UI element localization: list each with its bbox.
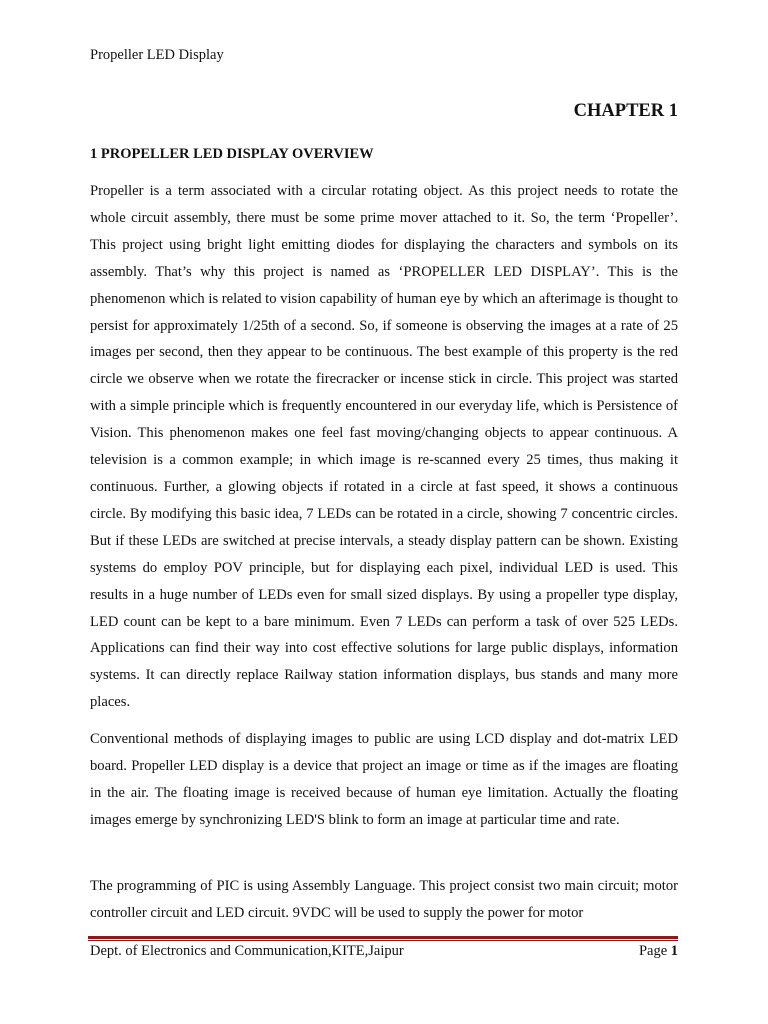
footer-page-label: Page: [638, 943, 668, 959]
body-paragraph-3: The programming of PIC is using Assembly Language. This project consist two main circuit; motor controller circuit and LED circuit. 9VDC will be used to supply the power for motor: [90, 878, 678, 921]
chapter-title: CHAPTER 1: [573, 101, 678, 121]
footer-page: [639, 941, 678, 961]
running-header: Propeller LED Display: [90, 47, 224, 63]
footer-page-number: 1: [670, 943, 678, 959]
body-paragraph-2: Conventional methods of displaying images to public are using LCD display and dot-matrix LED board. Propeller LED display is a device that project an image or time as if the images are floating in the air. The floating image is received because of human eye limitation. Actually the floating images emerge by synchronizing LED'S blink to form an image at particular time and rate.: [90, 731, 678, 828]
footer-department: Dept. of Electronics and Communication,KITE,Jaipur: [90, 943, 404, 959]
body-paragraph-1: Propeller is a term associated with a circular rotating object. As this project needs to rotate the whole circuit assembly, there must be some prime mover attached to it. So, the term ‘Propeller’. This project using bright light emitting diodes for displaying the characters and symbols on its assembly. That’s why this project is named as ‘PROPELLER LED DISPLAY’. This is the phenomenon which is related to vision capability of human eye by which an afterimage is thought to persist for approximately 1/25th of a second. So, if someone is observing the images at a rate of 25 images per second, then they appear to be continuous. The best example of this property is the red circle we observe when we rotate the firecracker or incense stick in circle. This project was started with a simple principle which is frequently encountered in our everyday life, which is Persistence of Vision. This phenomenon makes one feel fast moving/changing objects to appear continuous. A television is a common example; in which image is re-scanned every 25 times, thus making it continuous. Further, a glowing objects if rotated in a circle at fast speed, it shows a continuous circle. By modifying this basic idea, 7 LEDs can be rotated in a circle, showing 7 concentric circles. But if these LEDs are switched at precise intervals, a steady display pattern can be shown. Existing systems do employ POV principle, but for displaying each pixel, individual LED is used. This results in a huge number of LEDs even for small sized displays. By using a propeller type display, LED count can be kept to a bare minimum. Even 7 LEDs can perform a task of over 525 LEDs. Applications can find their way into cost effective solutions for large public displays, information systems. It can directly replace Railway station information displays, bus stands and many more places.: [90, 183, 678, 711]
section-heading: 1 PROPELLER LED DISPLAY OVERVIEW: [90, 146, 374, 162]
footer-rule-thick: [88, 936, 678, 939]
